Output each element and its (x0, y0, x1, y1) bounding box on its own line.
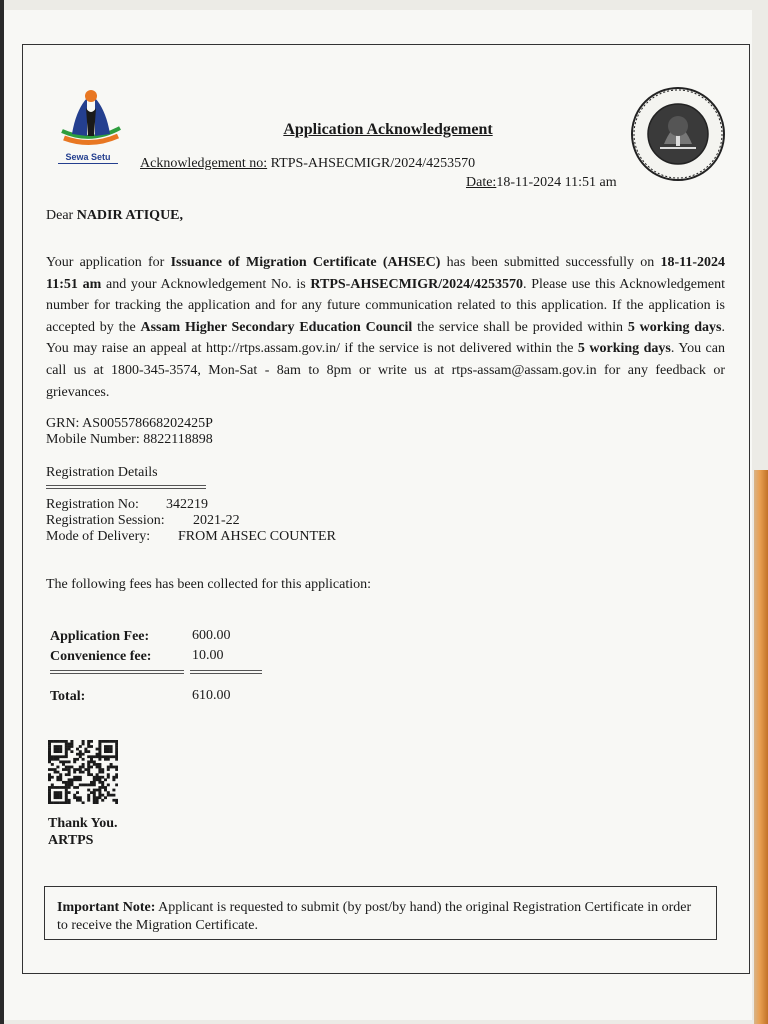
council-name: Assam Higher Secondary Education Council (140, 319, 413, 335)
registration-no-value: 342219 (166, 497, 208, 512)
registration-heading: Registration Details (46, 465, 158, 480)
body-text: Your application for (46, 255, 171, 270)
body-text: . You can call us at 1800-345-3574, Mon-Sat - 8am to 8pm or write us at rtps-assam@assam.gov.in for any feedback or grievances. (46, 341, 725, 400)
application-fee-label: Application Fee: (50, 629, 150, 644)
page-title: Application Acknowledgement (283, 121, 493, 138)
submission-datetime: 18-11-2024 11:51 am (46, 255, 725, 292)
registration-no-label: Registration No: (46, 497, 139, 512)
acknowledgement-date (466, 176, 617, 190)
separator (46, 485, 206, 489)
ack-label: Acknowledgement no: (140, 156, 268, 171)
convenience-fee-value: 10.00 (192, 648, 224, 663)
body-ack-number: RTPS-AHSECMIGR/2024/4253570 (310, 276, 524, 292)
greeting-prefix: Dear (46, 208, 74, 223)
service-days: 5 working days (627, 319, 722, 335)
registration-session-value: 2021-22 (193, 513, 240, 528)
body-text: and your Acknowledgement No. is (101, 276, 311, 292)
delivery-mode-label: Mode of Delivery: (46, 529, 151, 544)
greeting (46, 209, 183, 223)
body-text: . Please use this Acknowledgement number for tracking the application and for any future communication related to this application. If the application is accepted by the (46, 276, 726, 335)
applicant-name: NADIR ATIQUE, (76, 208, 184, 223)
important-note (44, 886, 717, 940)
qr-code-icon (48, 740, 118, 804)
application-fee-value: 600.00 (192, 628, 231, 643)
service-name: Issuance of Migration Certificate (AHSEC) (170, 255, 441, 270)
convenience-fee-label: Convenience fee: (50, 649, 152, 664)
issuer-name: ARTPS (48, 833, 94, 848)
body-paragraph (46, 252, 725, 403)
body-text: has been submitted successfully on (440, 255, 661, 270)
body-text: . You may raise an appeal at http://rtps.assam.gov.in/ if the service is not delivered within the (46, 319, 725, 357)
acknowledgement-number (140, 157, 475, 171)
scan-edge-right (754, 470, 768, 1024)
fees-intro: The following fees has been collected for this application: (46, 577, 372, 592)
total-value: 610.00 (192, 688, 231, 703)
scan-edge-left (0, 0, 4, 1024)
grn-number: GRN: AS005578668202425P (46, 416, 213, 431)
thank-you: Thank You. (48, 816, 118, 831)
date-label: Date: (466, 175, 497, 190)
separator (190, 670, 262, 674)
date-value: 18-11-2024 11:51 am (496, 175, 617, 190)
total-label: Total: (50, 689, 86, 704)
ack-value: RTPS-AHSECMIGR/2024/4253570 (270, 156, 476, 171)
logo-caption: Sewa Setu (58, 152, 118, 164)
service-days: 5 working days (577, 341, 671, 357)
registration-session-label: Registration Session: (46, 513, 165, 528)
body-text: the service shall be provided within (412, 319, 628, 335)
note-label: Important Note: (57, 900, 156, 915)
delivery-mode-value: FROM AHSEC COUNTER (178, 529, 336, 544)
separator (50, 670, 184, 674)
mobile-number: Mobile Number: 8822118898 (46, 432, 213, 447)
note-text: Applicant is requested to submit (by post/by hand) the original Registration Certificate in order to receive the Migration Certificate. (57, 900, 692, 933)
